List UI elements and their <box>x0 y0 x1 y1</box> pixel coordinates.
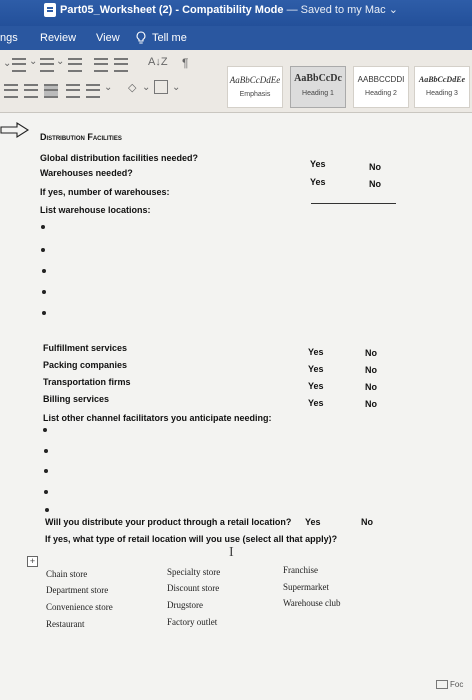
style-heading-3[interactable] <box>414 66 470 108</box>
text-cursor-icon: I <box>229 545 234 560</box>
retail-option[interactable]: Discount store <box>167 583 220 593</box>
chevron-down-icon[interactable]: ⌄ <box>388 4 398 16</box>
answer-yes[interactable]: Yes <box>308 398 324 408</box>
question-number-warehouses: If yes, number of warehouses: <box>40 187 170 197</box>
section-title: Distribution Facilities <box>40 132 122 142</box>
tab-review[interactable]: Review <box>40 32 77 44</box>
doc-name: Part05_Worksheet (2) <box>60 4 173 16</box>
retail-option[interactable]: Factory outlet <box>167 617 218 627</box>
chevron-down-icon[interactable]: ⌄ <box>3 58 12 69</box>
style-name: Heading 2 <box>365 90 397 97</box>
answer-no[interactable]: No <box>365 382 377 392</box>
retail-option[interactable]: Warehouse club <box>283 598 341 608</box>
align-center-icon[interactable] <box>24 84 38 98</box>
table-move-handle-icon[interactable]: + <box>27 556 38 567</box>
tab-view[interactable]: View <box>96 32 120 44</box>
bullet <box>41 248 45 252</box>
service-label: Fulfillment services <box>43 343 128 353</box>
align-right-icon[interactable] <box>66 84 80 98</box>
chevron-down-icon[interactable]: ⌄ <box>142 82 151 93</box>
saved-status: — Saved to my Mac <box>286 4 386 16</box>
style-emphasis[interactable] <box>227 66 283 108</box>
style-name: Heading 1 <box>302 90 334 97</box>
style-sample: AaBbCcDdEe <box>229 75 281 85</box>
style-heading-1[interactable] <box>290 66 346 108</box>
answer-no[interactable]: No <box>369 179 381 189</box>
retail-option[interactable]: Specialty store <box>167 567 221 577</box>
retail-option[interactable]: Franchise <box>283 565 318 575</box>
focus-label: Foc <box>450 680 464 689</box>
compat-mode: - Compatibility Mode <box>175 4 284 16</box>
bullet <box>44 469 48 473</box>
borders-icon[interactable] <box>154 80 168 94</box>
title-bar <box>0 0 472 26</box>
answer-no[interactable]: No <box>369 162 381 172</box>
align-left-icon[interactable] <box>4 84 18 98</box>
arrow-right-icon <box>0 122 30 138</box>
bullets-list-icon[interactable] <box>12 58 26 72</box>
retail-option[interactable]: Drugstore <box>167 600 203 610</box>
chevron-down-icon[interactable]: ⌄ <box>29 56 38 67</box>
chevron-down-icon[interactable]: ⌄ <box>56 56 65 67</box>
answer-no[interactable]: No <box>365 399 377 409</box>
service-label: Transportation firms <box>43 377 131 387</box>
question-locations: List warehouse locations: <box>40 205 151 215</box>
retail-option[interactable]: Chain store <box>46 569 88 579</box>
question-warehouses: Warehouses needed? <box>40 168 133 178</box>
ribbon-tabs <box>0 26 472 50</box>
style-sample: AaBbCcDdEe <box>418 75 466 84</box>
document-icon <box>44 3 56 17</box>
tell-me-search[interactable]: Tell me <box>152 32 187 44</box>
window-title <box>60 3 398 16</box>
numbered-list-icon[interactable] <box>40 58 54 72</box>
multilevel-list-icon[interactable] <box>68 58 82 72</box>
style-name: Heading 3 <box>426 90 458 97</box>
focus-mode-button[interactable] <box>436 680 463 689</box>
style-sample: AaBbCcDc <box>294 73 342 84</box>
bullet <box>45 508 49 512</box>
answer-no[interactable]: No <box>365 348 377 358</box>
answer-no[interactable]: No <box>365 365 377 375</box>
retail-option[interactable]: Restaurant <box>46 619 85 629</box>
increase-indent-icon[interactable] <box>114 58 128 72</box>
bullet <box>44 490 48 494</box>
sort-icon[interactable]: A↓Z <box>148 56 168 68</box>
tab-settings-partial[interactable]: ngs <box>0 32 18 44</box>
question-retail-type: If yes, what type of retail location will you use (select all that apply)? <box>45 534 338 544</box>
answer-line[interactable] <box>311 203 396 204</box>
bullet <box>42 311 46 315</box>
style-sample: AABBCCDDI <box>357 75 405 84</box>
retail-option[interactable]: Convenience store <box>46 602 113 612</box>
bullet <box>42 269 46 273</box>
question-other-channel: List other channel facilitators you anticipate needing: <box>43 413 272 423</box>
bullet <box>43 428 47 432</box>
justify-icon[interactable] <box>44 84 58 98</box>
answer-yes[interactable]: Yes <box>310 159 326 169</box>
service-label: Billing services <box>43 394 110 404</box>
bullet <box>42 290 46 294</box>
retail-option[interactable]: Supermarket <box>283 582 329 592</box>
service-label: Packing companies <box>43 360 128 370</box>
chevron-down-icon[interactable]: ⌄ <box>104 82 113 93</box>
answer-yes[interactable]: Yes <box>310 177 326 187</box>
style-name: Emphasis <box>239 91 271 98</box>
line-spacing-icon[interactable] <box>86 84 100 98</box>
decrease-indent-icon[interactable] <box>94 58 108 72</box>
answer-no[interactable]: No <box>361 517 373 527</box>
style-heading-2[interactable] <box>353 66 409 108</box>
question-retail: Will you distribute your product through a retail location? <box>45 517 292 527</box>
chevron-down-icon[interactable]: ⌄ <box>172 82 181 93</box>
lightbulb-icon <box>136 31 146 47</box>
bullet <box>44 449 48 453</box>
pilcrow-icon[interactable]: ¶ <box>182 56 189 70</box>
bullet <box>41 225 45 229</box>
shading-icon[interactable]: ◇ <box>128 82 137 94</box>
answer-yes[interactable]: Yes <box>308 364 324 374</box>
answer-yes[interactable]: Yes <box>308 347 324 357</box>
focus-icon <box>436 680 448 689</box>
answer-yes[interactable]: Yes <box>305 517 321 527</box>
answer-yes[interactable]: Yes <box>308 381 324 391</box>
question-global: Global distribution facilities needed? <box>40 153 199 163</box>
retail-option[interactable]: Department store <box>46 585 109 595</box>
